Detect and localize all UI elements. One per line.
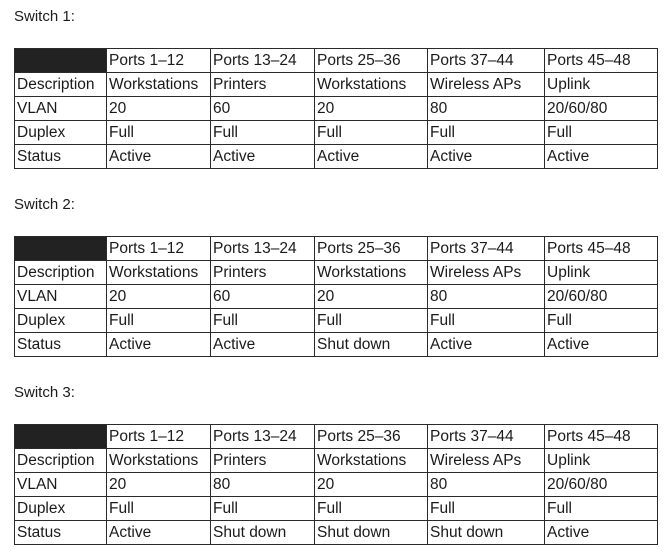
row-label: Description (15, 449, 107, 473)
row-label: Duplex (15, 121, 107, 145)
table-cell: Printers (211, 261, 315, 285)
switch-title: Switch 1: (14, 8, 75, 25)
column-header: Ports 1–12 (107, 425, 211, 449)
table-cell: Shut down (315, 333, 428, 357)
table-cell: Active (211, 145, 315, 169)
table-row (15, 309, 658, 333)
header-corner-cell (15, 49, 107, 73)
row-label: VLAN (15, 97, 107, 121)
table-cell: Workstations (107, 449, 211, 473)
table-cell: Full (428, 121, 545, 145)
table-cell: 80 (428, 473, 545, 497)
row-label: Status (15, 521, 107, 545)
table-cell: Active (315, 145, 428, 169)
table-cell: Full (211, 121, 315, 145)
table-cell: 20/60/80 (545, 97, 658, 121)
table-cell: 20 (315, 285, 428, 309)
table-cell: Printers (211, 449, 315, 473)
table-row (15, 473, 658, 497)
table-cell: Full (107, 121, 211, 145)
column-header: Ports 45–48 (545, 49, 658, 73)
table-cell: Workstations (107, 261, 211, 285)
column-header: Ports 25–36 (315, 237, 428, 261)
port-table (14, 236, 658, 357)
table-cell: 20 (107, 285, 211, 309)
table-cell: 20/60/80 (545, 473, 658, 497)
table-cell: Active (107, 521, 211, 545)
table-cell: Full (545, 309, 658, 333)
table-cell: Active (545, 521, 658, 545)
table-cell: 20 (107, 97, 211, 121)
row-label: VLAN (15, 285, 107, 309)
table-row (15, 97, 658, 121)
table-cell: Shut down (428, 521, 545, 545)
table-row (15, 261, 658, 285)
table-cell: Uplink (545, 261, 658, 285)
table-cell: Full (315, 309, 428, 333)
table-row (15, 497, 658, 521)
table-cell: 60 (211, 285, 315, 309)
row-label: Status (15, 333, 107, 357)
table-cell: Printers (211, 73, 315, 97)
header-corner-cell (15, 425, 107, 449)
table-cell: Full (107, 497, 211, 521)
column-header: Ports 13–24 (211, 425, 315, 449)
table-cell: Wireless APs (428, 449, 545, 473)
table-cell: 20 (315, 97, 428, 121)
table-cell: 80 (211, 473, 315, 497)
table-cell: 20/60/80 (545, 285, 658, 309)
row-label: Duplex (15, 497, 107, 521)
table-cell: Full (211, 309, 315, 333)
row-label: Status (15, 145, 107, 169)
column-header: Ports 37–44 (428, 237, 545, 261)
switch-title: Switch 2: (14, 196, 75, 213)
table-cell: 20 (315, 473, 428, 497)
column-header: Ports 1–12 (107, 49, 211, 73)
table-cell: Full (428, 309, 545, 333)
row-label: Duplex (15, 309, 107, 333)
table-row (15, 73, 658, 97)
table-cell: Active (107, 145, 211, 169)
table-cell: Active (545, 145, 658, 169)
switch-title: Switch 3: (14, 384, 75, 401)
table-row (15, 121, 658, 145)
table-cell: Uplink (545, 449, 658, 473)
table-cell: Shut down (315, 521, 428, 545)
table-cell: Shut down (211, 521, 315, 545)
port-table (14, 48, 658, 169)
column-header: Ports 45–48 (545, 425, 658, 449)
table-cell: Active (428, 333, 545, 357)
table-cell: Workstations (315, 73, 428, 97)
header-row (15, 237, 658, 261)
header-row (15, 49, 658, 73)
column-header: Ports 13–24 (211, 49, 315, 73)
table-cell: 20 (107, 473, 211, 497)
switch-section (14, 196, 658, 357)
column-header: Ports 37–44 (428, 49, 545, 73)
table-cell: Full (211, 497, 315, 521)
row-label: Description (15, 73, 107, 97)
table-row (15, 285, 658, 309)
table-cell: Workstations (315, 449, 428, 473)
table-cell: Wireless APs (428, 261, 545, 285)
switch-section (14, 384, 658, 545)
table-cell: Active (545, 333, 658, 357)
table-cell: Full (107, 309, 211, 333)
table-cell: Workstations (315, 261, 428, 285)
table-cell: Full (315, 121, 428, 145)
table-cell: Full (315, 497, 428, 521)
column-header: Ports 25–36 (315, 425, 428, 449)
table-cell: Workstations (107, 73, 211, 97)
table-cell: 80 (428, 285, 545, 309)
row-label: Description (15, 261, 107, 285)
header-row (15, 425, 658, 449)
header-corner-cell (15, 237, 107, 261)
switch-section (14, 8, 658, 169)
table-cell: Uplink (545, 73, 658, 97)
column-header: Ports 1–12 (107, 237, 211, 261)
row-label: VLAN (15, 473, 107, 497)
table-cell: Active (428, 145, 545, 169)
column-header: Ports 37–44 (428, 425, 545, 449)
table-cell: Wireless APs (428, 73, 545, 97)
table-cell: 80 (428, 97, 545, 121)
table-row (15, 145, 658, 169)
table-cell: Full (545, 497, 658, 521)
table-cell: 60 (211, 97, 315, 121)
column-header: Ports 45–48 (545, 237, 658, 261)
port-table (14, 424, 658, 545)
table-row (15, 333, 658, 357)
table-cell: Full (428, 497, 545, 521)
table-cell: Active (107, 333, 211, 357)
table-cell: Full (545, 121, 658, 145)
table-row (15, 521, 658, 545)
column-header: Ports 25–36 (315, 49, 428, 73)
column-header: Ports 13–24 (211, 237, 315, 261)
table-cell: Active (211, 333, 315, 357)
table-row (15, 449, 658, 473)
